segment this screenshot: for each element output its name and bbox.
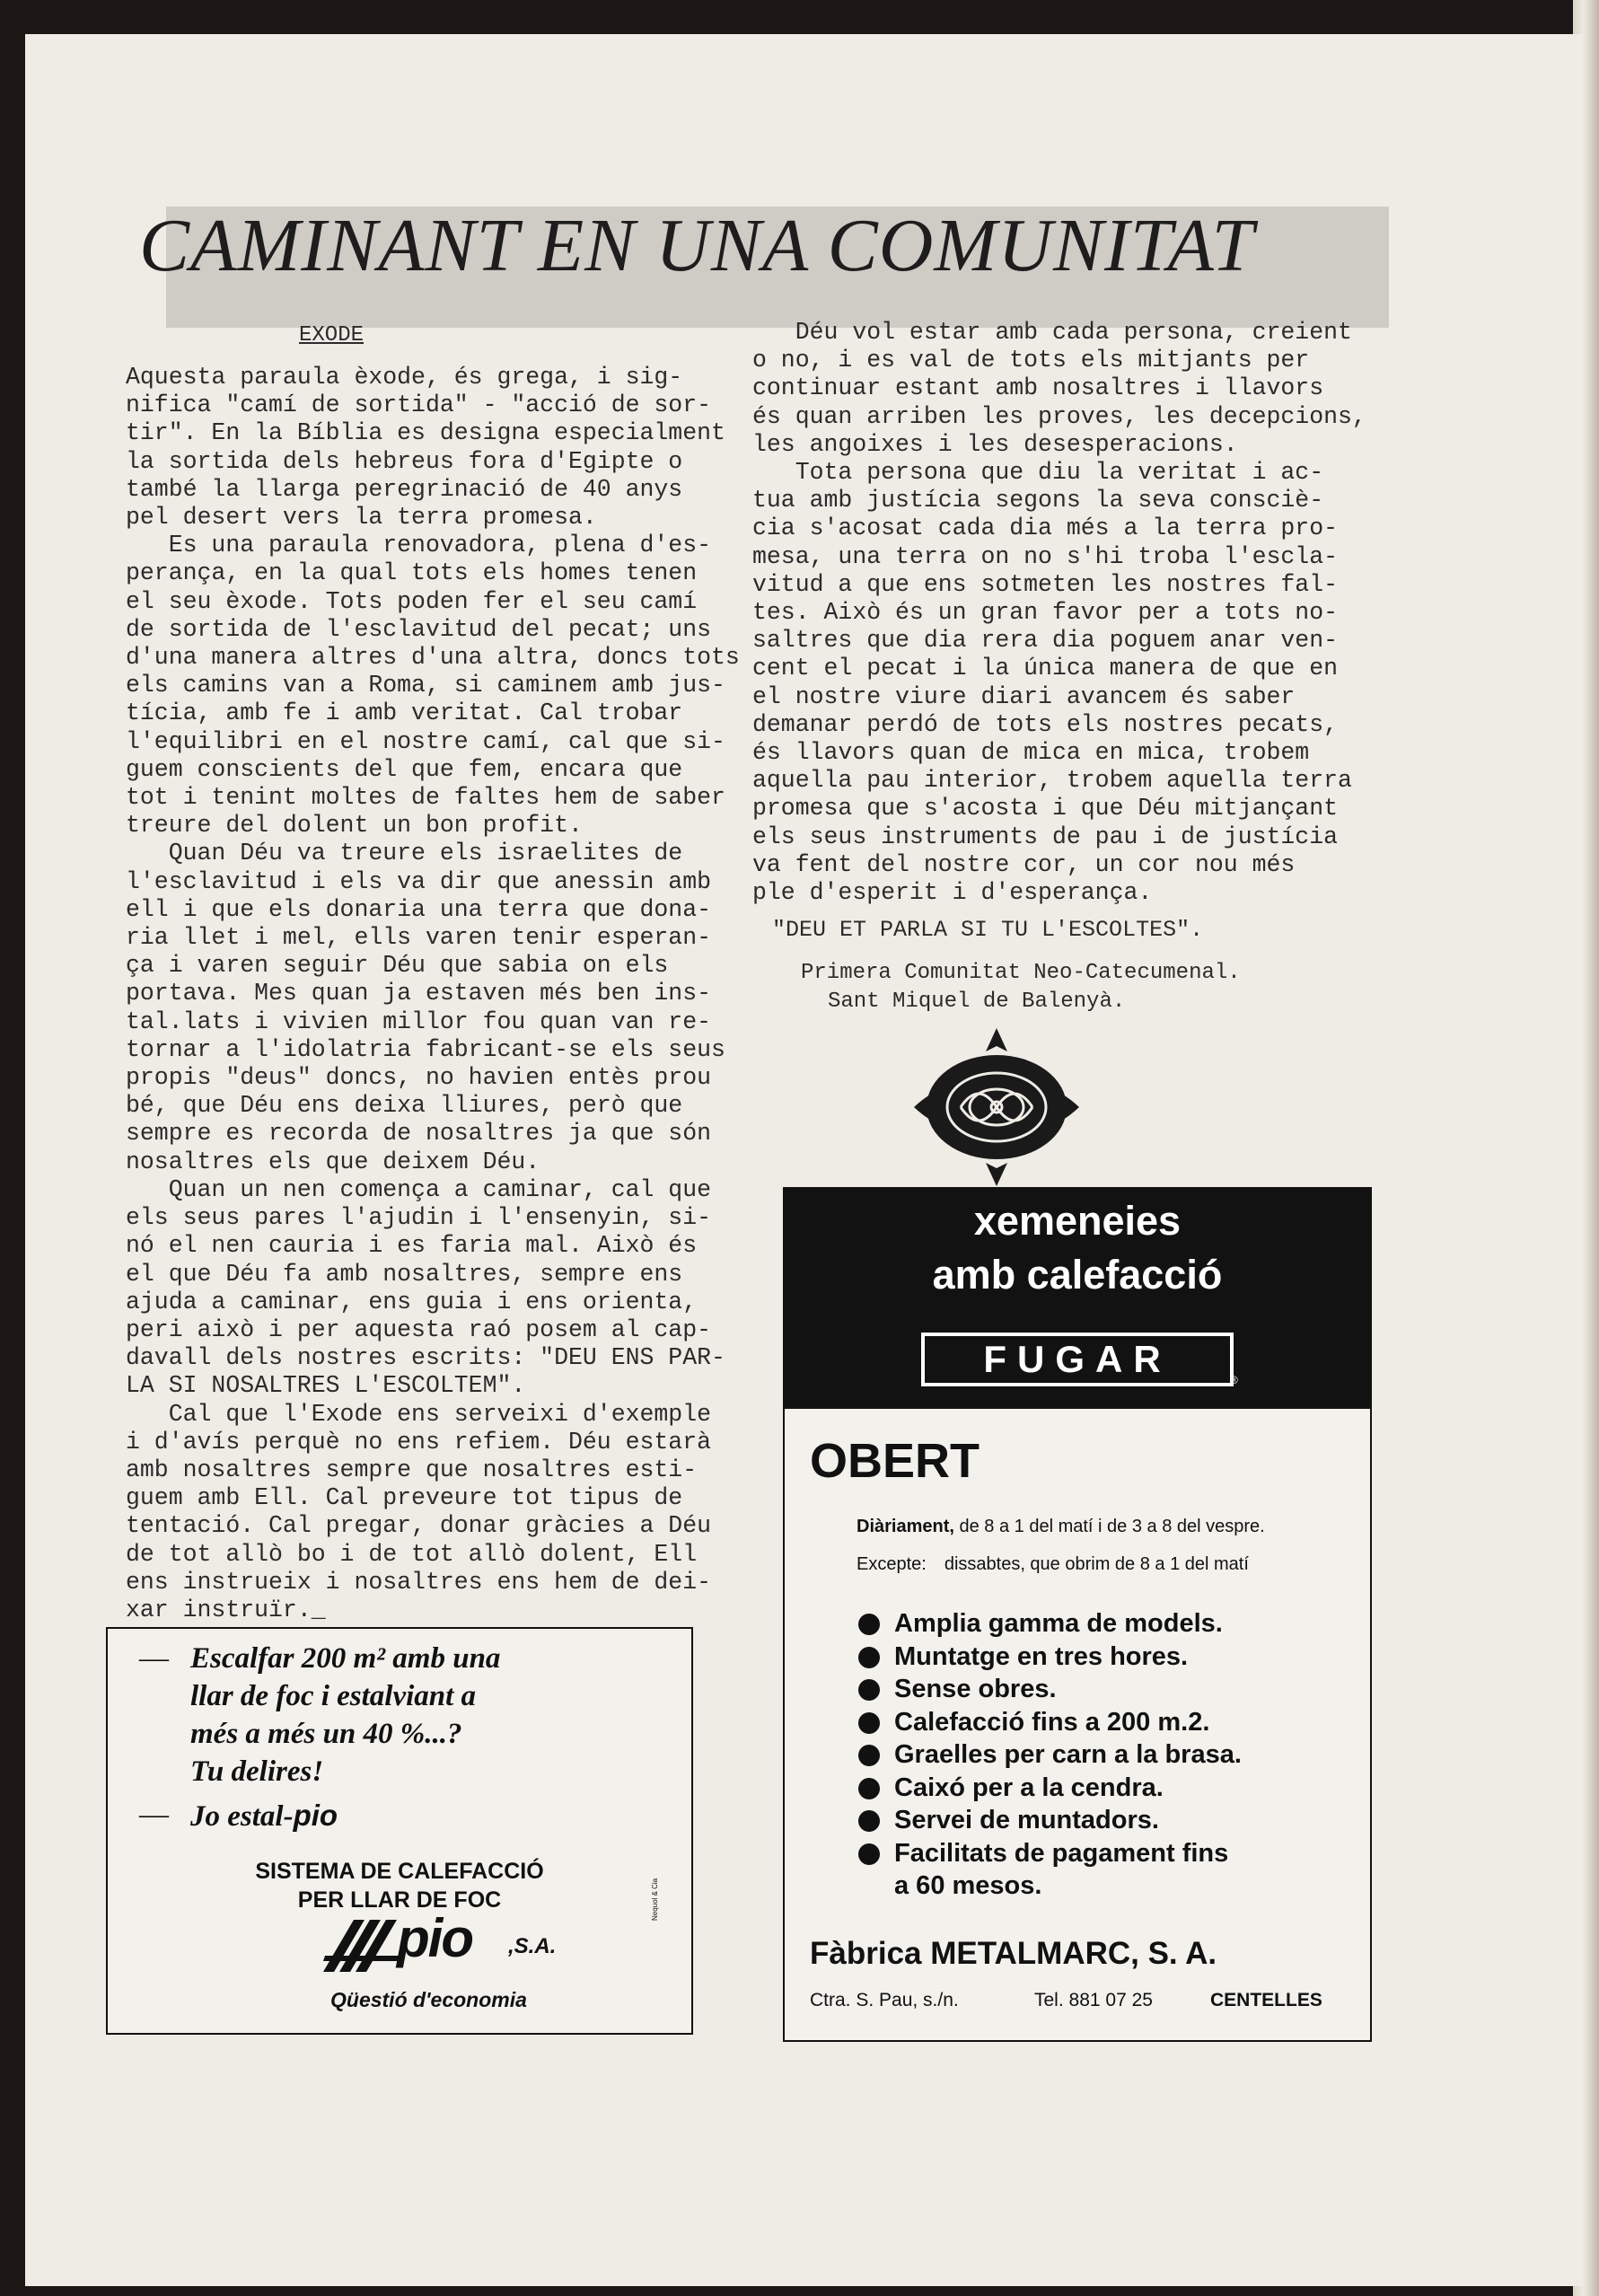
- fugar-open-label: OBERT: [810, 1434, 980, 1488]
- fugar-exception: [857, 1554, 1249, 1575]
- fugar-feature-item: Facilitats de pagament fins: [858, 1837, 1379, 1870]
- fugar-feature-item: Amplia gamma de models.: [858, 1607, 1379, 1641]
- article-motto: "DEU ET PARLA SI TU L'ESCOLTES".: [772, 917, 1204, 943]
- fugar-headline: amb calefacció: [932, 1252, 1223, 1298]
- fugar-registered-mark: ®: [1230, 1374, 1238, 1386]
- apio-system-line: PER LLAR DE FOC: [297, 1887, 502, 1913]
- bullet-icon: [858, 1712, 880, 1734]
- fugar-address: Ctra. S. Pau, s./n.: [810, 1990, 959, 2010]
- fugar-phone: Tel. 881 07 25: [1034, 1990, 1153, 2010]
- apio-slogan-line: Tu delires!: [190, 1755, 324, 1788]
- apio-tagline: Qüestió d'economia: [330, 1988, 527, 2011]
- fugar-feature-item: Sense obres.: [858, 1673, 1379, 1706]
- fugar-hours-text: de 8 a 1 del matí i de 3 a 8 del vespre.: [959, 1517, 1265, 1536]
- fugar-feature-item: Graelles per carn a la brasa.: [858, 1738, 1379, 1772]
- signature-community: Primera Comunitat Neo-Catecumenal.: [801, 961, 1241, 985]
- apio-slogan-jo: [190, 1799, 338, 1834]
- apio-system-line: SISTEMA DE CALEFACCIÓ: [255, 1859, 544, 1884]
- article-left-column: Aquesta paraula èxode, és grega, i sig- nifica "camí de sortida" - "acció de sor- tir". En la Bíblia es designa especialment la sortida dels hebreus fora d'Egipte o també la llarga peregrinació de 40 anys pel desert vers la terra promesa. Es una paraula renovadora, plena d'es- perança, en la qual tots els homes tenen el seu èxode. Tots poden fer el seu camí de sortida de l'esclavitud del pecat; uns d'una manera altres d'una altra, doncs tots els camins van a Roma, si caminem amb jus- tícia, amb fe i amb veritat. Cal trobar l'equilibri en el nostre camí, cal que si- guem conscients del que fem, encara que tot i tenint moltes de faltes hem de saber treure del dolent un bon profit. Quan Déu va treure els israelites de l'esclavitud i els va dir que anessin amb ell i que els donaria una terra que dona- ria llet i mel, ells varen tenir esperan- ça i varen seguir Déu que sabia on els portava. Mes quan ja estaven més ben ins- tal.lats i vivien millor fou quan van re- tornar a l'idolatria fabricant-se els seus propis "deus" doncs, no havien entès prou bé, que Déu ens deixa lliures, però que sempre es recorda de nosaltres ja que són nosaltres els que deixem Déu. Quan un nen comença a caminar, cal que els seus pares l'ajudin i l'ensenyin, si- nó el nen cauria i es faria mal. Això és el que Déu fa amb nosaltres, sempre ens ajuda a caminar, ens guia i ens orienta, peri això i per aquesta raó posem al cap- davall dels nostres escrits: "DEU ENS PAR- LA SI NOSALTRES L'ESCOLTEM". Cal que l'Exode ens serveixi d'exemple i d'avís perquè no ens refiem. Déu estarà amb nosaltres sempre que nosaltres esti- guem amb Ell. Cal preveure tot tipus de tentació. Cal pregar, donar gràcies a Déu de tot allò bo i de tot allò dolent, Ell ens instrueix i nosaltres ens hem de dei- xar instruïr._: [126, 364, 740, 1623]
- apio-slogan-line: Escalfar 200 m² amb una: [190, 1642, 501, 1675]
- fugar-company-name: Fàbrica METALMARC, S. A.: [810, 1936, 1217, 1971]
- bullet-icon: [858, 1614, 880, 1635]
- apio-logo-suffix: ,S.A.: [508, 1934, 557, 1958]
- fugar-feature-list: [858, 1607, 1379, 1903]
- fugar-feature-item: Servei de muntadors.: [858, 1804, 1379, 1837]
- bullet-icon: [858, 1810, 880, 1832]
- fugar-hours: [857, 1517, 1265, 1537]
- signature-place: Sant Miquel de Balenyà.: [828, 990, 1126, 1014]
- fugar-feature-item: Muntatge en tres hores.: [858, 1641, 1379, 1674]
- fugar-logo: [921, 1333, 1234, 1386]
- fugar-except-text: dissabtes, que obrim de 8 a 1 del matí: [944, 1554, 1249, 1574]
- fugar-except-label: Excepte:: [857, 1554, 927, 1574]
- fugar-feature-item: Calefacció fins a 200 m.2.: [858, 1706, 1379, 1739]
- apio-dash: —: [139, 1799, 169, 1831]
- fugar-feature-item-continued: a 60 mesos.: [894, 1871, 1042, 1900]
- apio-slogan-line: llar de foc i estalviant a: [190, 1680, 477, 1712]
- article-title: CAMINANT EN UNA COMUNITAT: [139, 204, 1255, 287]
- apio-advertisement: [106, 1627, 693, 2035]
- fugar-headline: xemeneies: [973, 1198, 1182, 1244]
- article-right-column: Déu vol estar amb cada persona, creient o no, i es val de tots els mitjants per continuar estant amb nosaltres i llavors és quan arriben les proves, les decepcions, les angoixes i les desesperacions. Tota persona que diu la veritat i ac- tua amb justícia segons la seva consciè- cia s'acosat cada dia més a la terra pro- mesa, una terra on no s'hi troba l'escla- vitud a que ens sotmeten les nostres fal- tes. Això és un gran favor per a tots no- saltres que dia rera dia poguem anar ven- cent el pecat i la única manera de que en el nostre viure diari avancem és saber demanar perdó de tots els nostres pecats, és llavors quan de mica en mica, trobem aquella pau interior, trobem aquella terra promesa que s'acosta i que Déu mitjançant els seus instruments de pau i de justícia va fent del nostre cor, un cor nou més ple d'esperit i d'esperança.: [752, 319, 1366, 907]
- fugar-advertisement: [783, 1187, 1372, 2042]
- bullet-icon: [858, 1778, 880, 1799]
- apio-dash: —: [139, 1642, 169, 1675]
- fugar-hours-label: Diàriament,: [857, 1517, 954, 1536]
- bullet-icon: [858, 1843, 880, 1865]
- apio-credit: Nequol & Cia: [651, 1878, 659, 1921]
- article-signature: [801, 959, 1241, 1016]
- fugar-feature-item: Caixó per a la cendra.: [858, 1772, 1379, 1805]
- apio-slogan-brand: pio: [293, 1799, 338, 1832]
- bullet-icon: [858, 1647, 880, 1668]
- fugar-header: [785, 1189, 1370, 1409]
- apio-slogan-prefix: Jo estal-: [190, 1800, 294, 1833]
- bullet-icon: [858, 1745, 880, 1766]
- apio-slogan-line: més a més un 40 %...?: [190, 1718, 462, 1750]
- section-heading-exode: EXODE: [299, 323, 365, 347]
- fugar-town: CENTELLES: [1210, 1990, 1322, 2010]
- apio-logo-text: pio: [397, 1908, 472, 1968]
- bullet-icon: [858, 1679, 880, 1701]
- fugar-brand: FUGAR: [983, 1338, 1172, 1380]
- decorative-ornament-icon: [907, 1026, 1086, 1188]
